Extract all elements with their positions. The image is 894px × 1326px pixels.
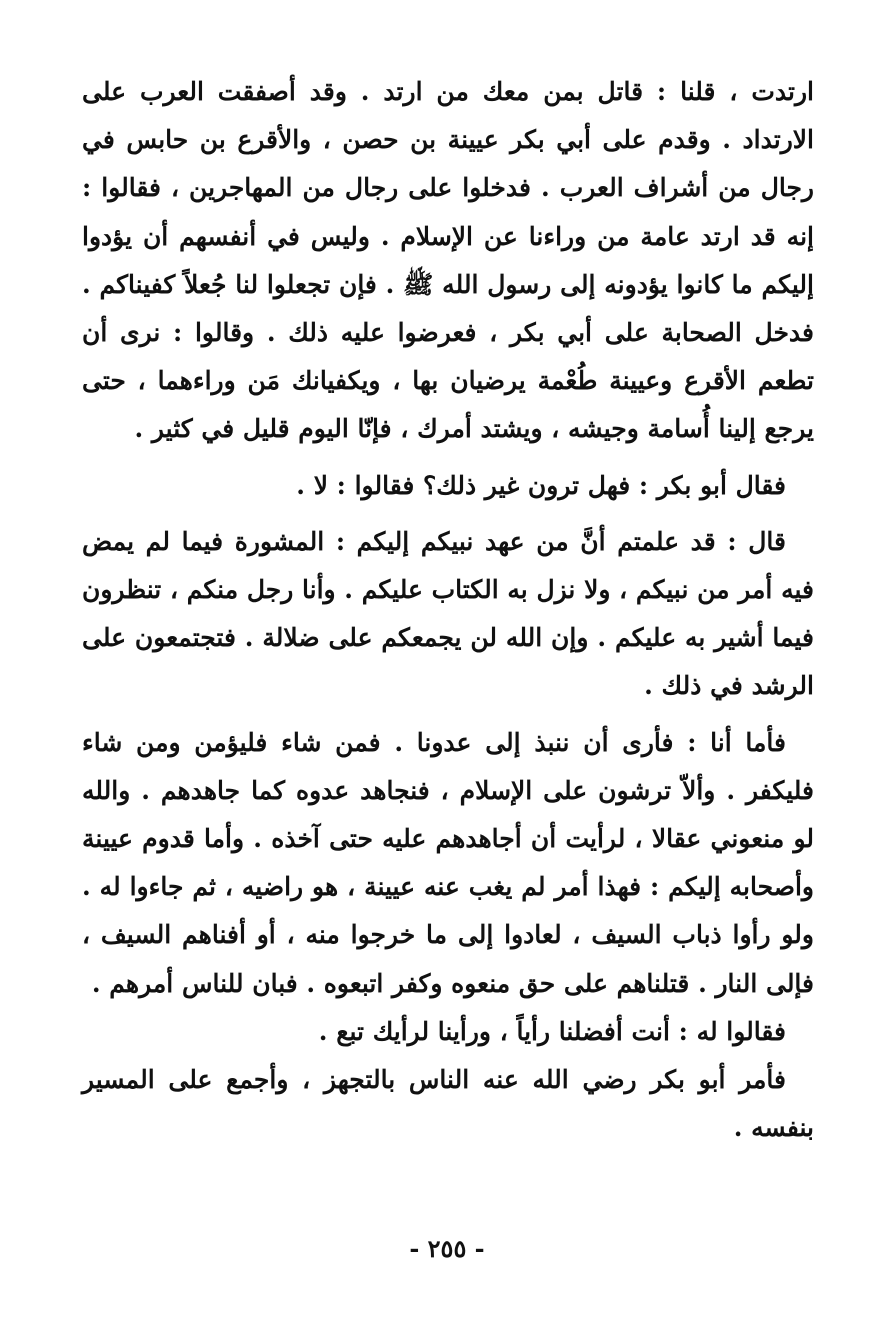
paragraph-1: ارتدت ، قلنا : قاتل بمن معك من ارتد . وقد أصفقت العرب على الارتداد . وقدم على أبي بكر عيينة بن حصن ، والأقرع بن حابس في رجال من أشراف العرب . فدخلوا على رجال من المهاجرين ، فقالوا : إنه قد ارتد عامة من وراءنا عن الإسلام . وليس في أنفسهم أن يؤدوا إليكم ما كانوا يؤدونه إلى رسول الله ﷺ . فإن تجعلوا لنا جُعلاً كفيناكم . فدخل الصحابة على أبي بكر ، فعرضوا عليه ذلك . وقالوا : نرى أن تطعم الأقرع وعيينة طُعْمة يرضيان بها ، ويكفيانك مَن وراءهما ، حتى يرجع إلينا أُسامة وجيشه ، ويشتد أمرك ، فإنّا اليوم قليل في كثير .	[82, 77, 814, 444]
paragraph-6: فأمر أبو بكر رضي الله عنه الناس بالتجهز ، وأجمع على المسير بنفسه .	[82, 1065, 814, 1143]
paragraph-4: فأما أنا : فأرى أن ننبذ إلى عدونا . فمن شاء فليؤمن ومن شاء فليكفر . وألاّ ترشون على الإسلام ، فنجاهد عدوه كما جاهدهم . والله لو منعوني عقالا ، لرأيت أن أجاهدهم عليه حتى آخذه . وأما قدوم عيينة وأصحابه إليكم : فهذا أمر لم يغب عنه عيينة ، هو راضيه ، ثم جاءوا له . ولو رأوا ذباب السيف ، لعادوا إلى ما خرجوا منه ، أو أفناهم السيف ، فإلى النار . قتلناهم على حق منعوه وكفر اتبعوه . فبان للناس أمرهم .	[82, 727, 814, 998]
paragraph-2: فقال أبو بكر : فهل ترون غير ذلك؟ فقالوا : لا .	[296, 470, 786, 500]
paragraph-3: قال : قد علمتم أنَّ من عهد نبيكم إليكم : المشورة فيما لم يمض فيه أمر من نبيكم ، ولا نزل به الكتاب عليكم . وأنا رجل منكم ، تنظرون فيما أشير به عليكم . وإن الله لن يجمعكم على ضلالة . فتجتمعون على الرشد في ذلك .	[82, 526, 814, 701]
page-body	[82, 68, 814, 1152]
page-number: - ٢٥٥ -	[409, 1234, 485, 1263]
paragraph-5: فقالوا له : أنت أفضلنا رأياً ، ورأينا لرأيك تبع .	[318, 1016, 786, 1046]
